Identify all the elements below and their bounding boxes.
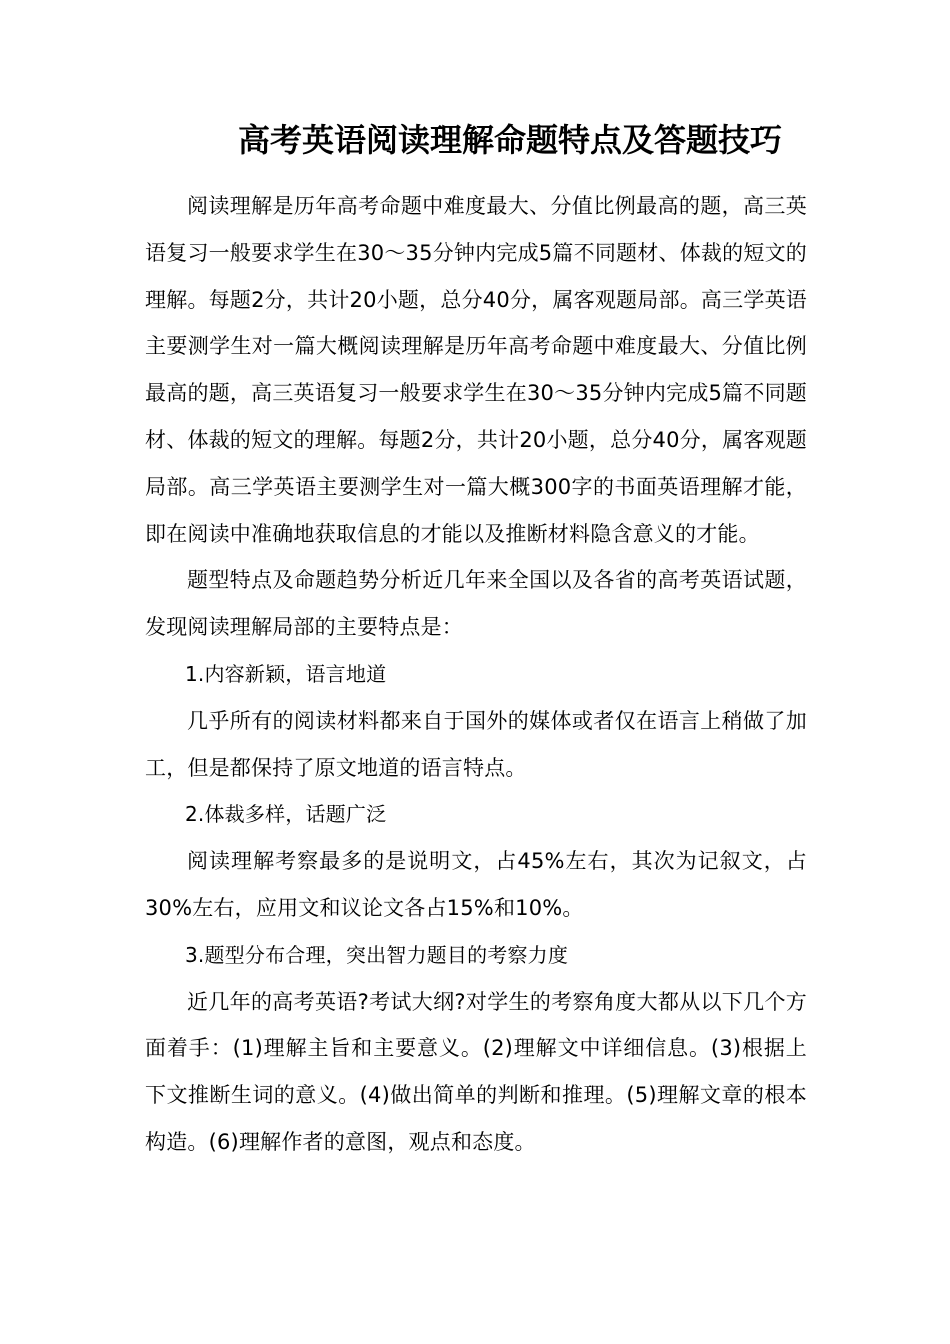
paragraph-point-3: 近几年的高考英语?考试大纲?对学生的考察角度大都从以下几个方面着手：(1)理解主旨和主要意义。(2)理解文中详细信息。(3)根据上下文推断生词的意义。(4)做出简单的判断和推理。(5)理解文章的根本构造。(6)理解作者的意图，观点和态度。 [145,989,807,1154]
paragraph-intro: 阅读理解是历年高考命题中难度最大、分值比例最高的题，高三英语复习一般要求学生在30～35分钟内完成5篇不同题材、体裁的短文的理解。每题2分，共计20小题，总分40分，属客观题局部。高三学英语主要测学生对一篇大概阅读理解是历年高考命题中难度最大、分值比例最高的题，高三英语复习一般要求学生在30～35分钟内完成5篇不同题材、体裁的短文的理解。每题2分，共计20小题，总分40分，属客观题局部。高三学英语主要测学生对一篇大概300字的书面英语理解才能，即在阅读中准确地获取信息的才能以及推断材料隐含意义的才能。 [145,194,807,546]
heading-point-1: 1.内容新颖，语言地道 [185,661,387,686]
heading-point-3: 3.题型分布合理，突出智力题目的考察力度 [185,942,569,967]
paragraph-point-2: 阅读理解考察最多的是说明文，占45%左右，其次为记叙文，占30%左右，应用文和议论文各占15%和10%。 [145,849,807,920]
paragraph-point-1: 几乎所有的阅读材料都来自于国外的媒体或者仅在语言上稍做了加工，但是都保持了原文地道的语言特点。 [145,708,807,780]
heading-point-2: 2.体裁多样，话题广泛 [185,802,387,827]
paragraph-analysis: 题型特点及命题趋势分析近几年来全国以及各省的高考英语试题，发现阅读理解局部的主要特点是： [145,568,807,640]
document-title: 高考英语阅读理解命题特点及答题技巧 [237,121,782,159]
document-body [145,183,807,1166]
